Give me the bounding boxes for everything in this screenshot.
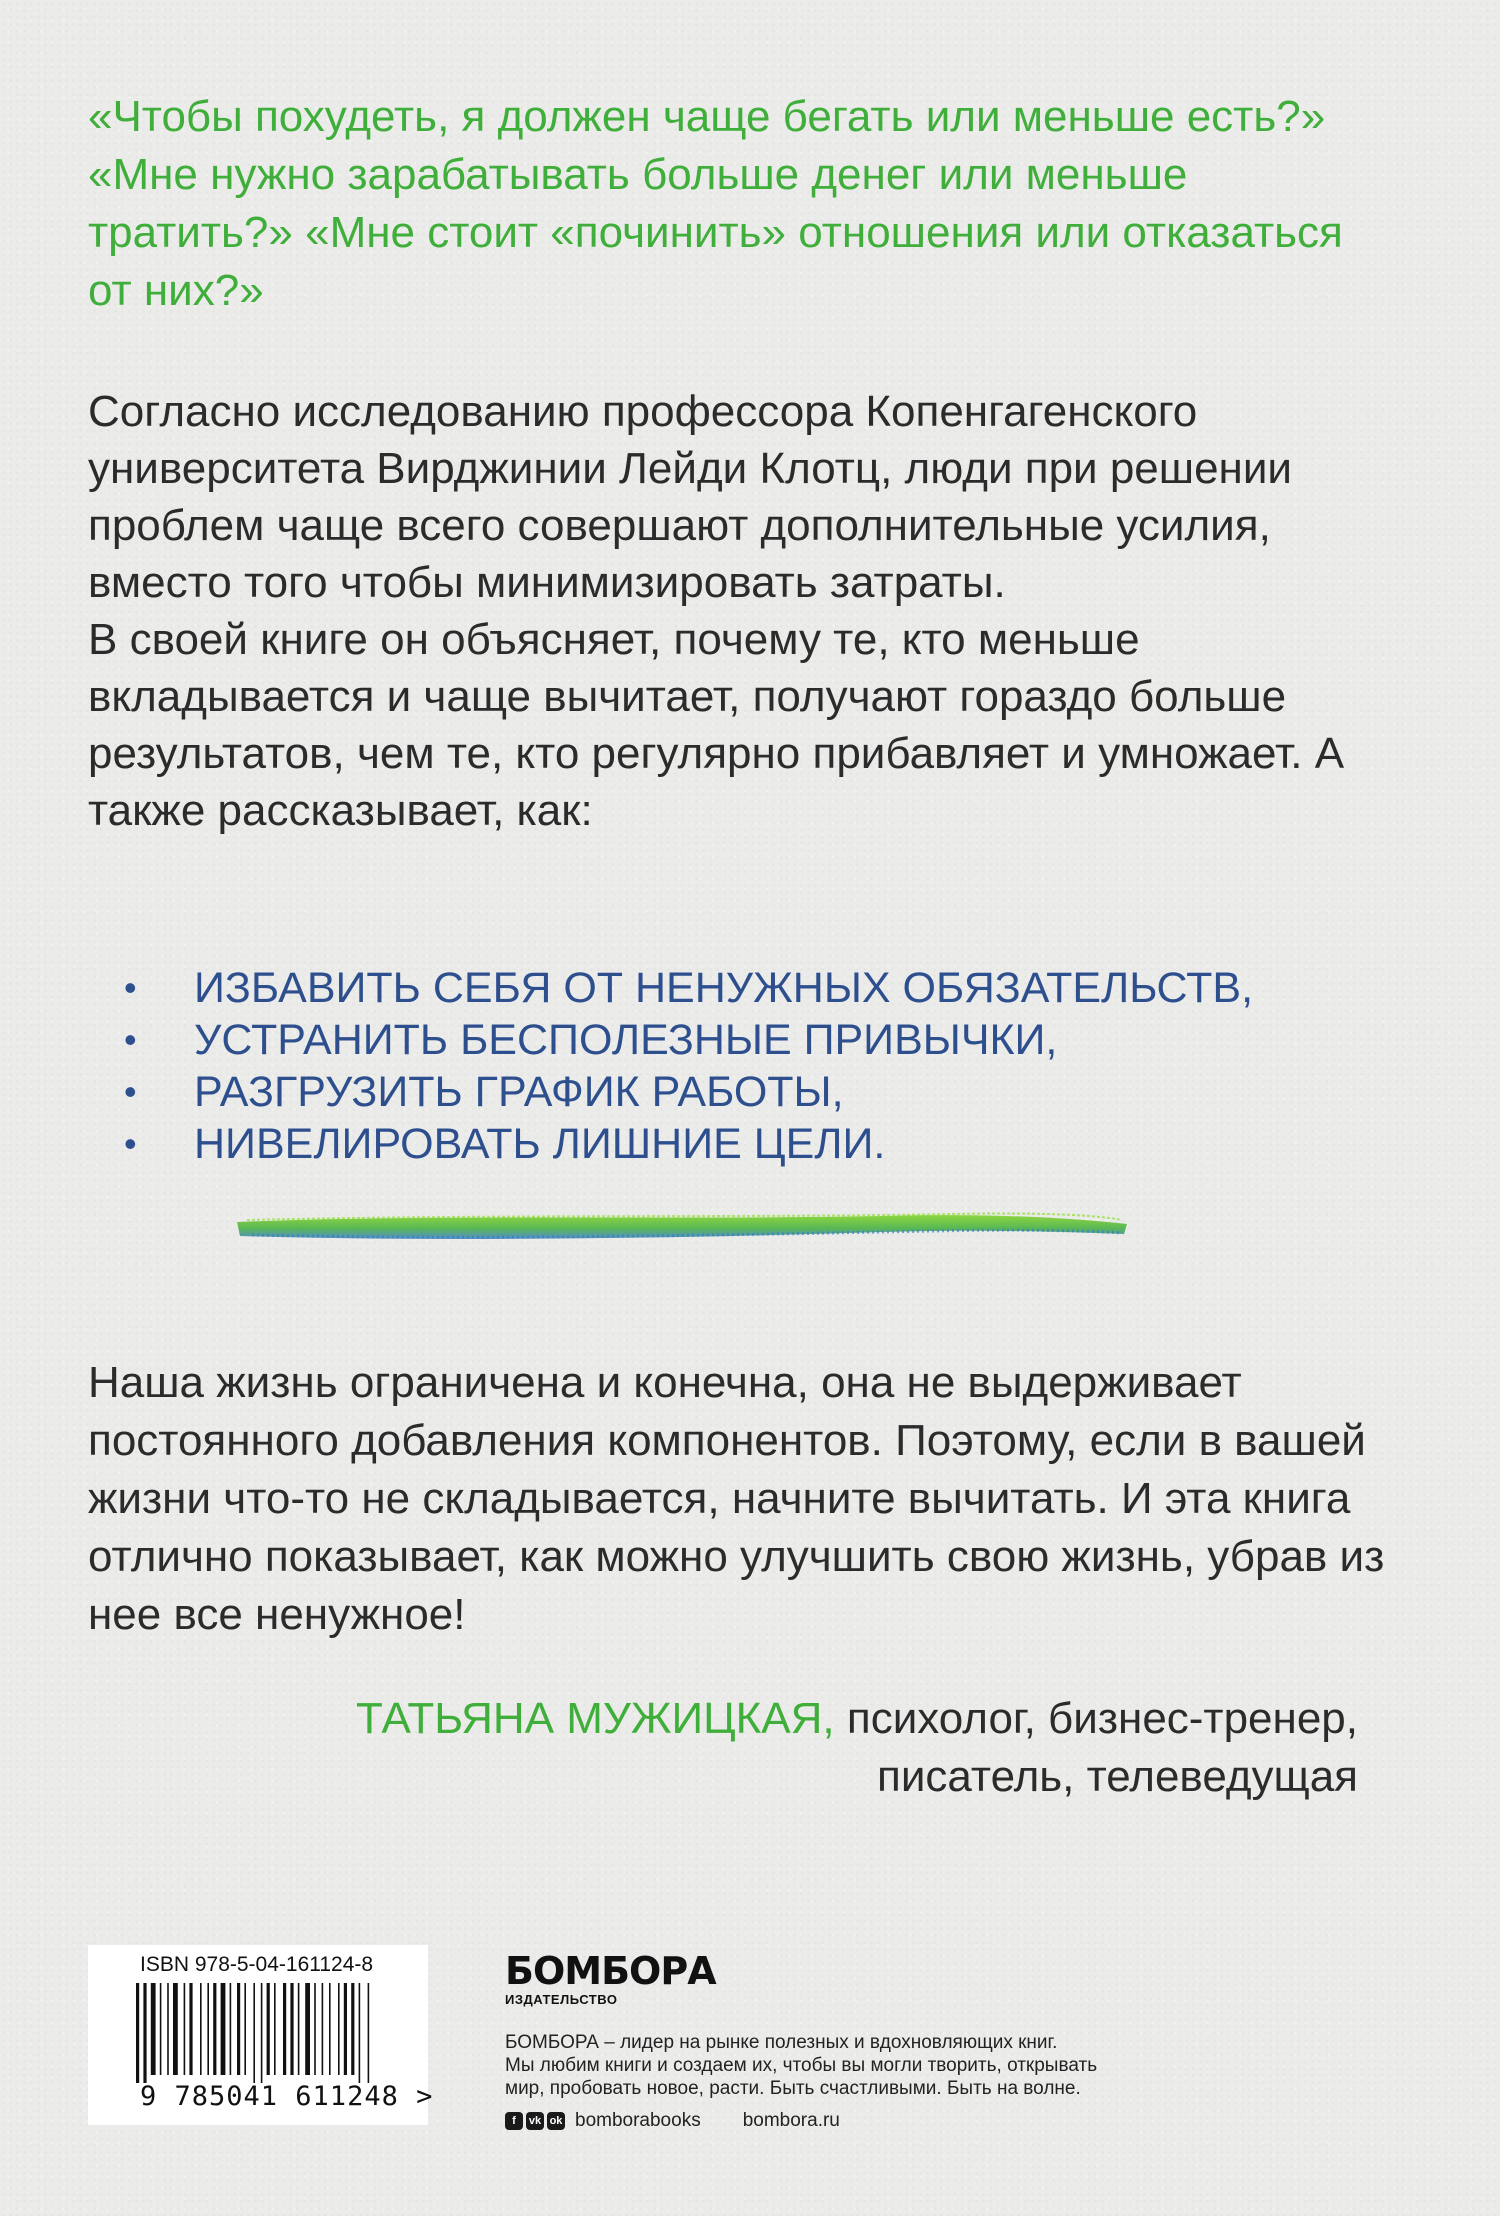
barcode-bar bbox=[189, 1983, 192, 2075]
barcode-bar bbox=[184, 1983, 186, 2075]
barcode-bar bbox=[329, 1983, 331, 2075]
bullet-icon: • bbox=[124, 967, 137, 1008]
social-icons bbox=[505, 2112, 565, 2130]
list-item: • ИЗБАВИТЬ СЕБЯ ОТ НЕНУЖНЫХ ОБЯЗАТЕЛЬСТВ, bbox=[124, 964, 1254, 1012]
description-paragraph-1: Согласно исследованию профессора Копенгагенского университета Вирджинии Лейди Клотц, люди при решении проблем чаще всего совершают дополнительные усилия, вместо того чтобы минимизировать затраты. bbox=[88, 387, 1293, 607]
author-roles: психолог, бизнес-тренер, bbox=[834, 1694, 1358, 1743]
barcode-bar bbox=[143, 1983, 146, 2083]
barcode-bar bbox=[338, 1983, 340, 2075]
author-attribution bbox=[58, 1690, 1358, 1806]
intro-quote: «Чтобы похудеть, я должен чаще бегать или меньше есть?» «Мне нужно зарабатывать больше денег или меньше тратить?» «Мне стоит «починить» отношения или отказаться от них?» bbox=[88, 92, 1343, 315]
barcode-bar bbox=[274, 1983, 276, 2075]
barcode-bar bbox=[261, 1983, 263, 2083]
barcode-bar bbox=[267, 1983, 270, 2075]
crayon-stroke-divider bbox=[232, 1202, 1132, 1262]
publisher-subtitle: ИЗДАТЕЛЬСТВО bbox=[505, 1992, 618, 2007]
barcode-bar bbox=[283, 1983, 286, 2075]
barcode-bar bbox=[160, 1983, 162, 2075]
odnoklassniki-icon[interactable]: ok bbox=[547, 2112, 565, 2130]
publisher-block bbox=[505, 1950, 1205, 2132]
barcode-bar bbox=[237, 1983, 240, 2075]
social-handle[interactable]: bomborabooks bbox=[575, 2110, 701, 2131]
description bbox=[88, 383, 1408, 839]
description-paragraph-2: В своей книге он объясняет, почему те, кто меньше вкладывается и чаще вычитает, получают гораздо больше результатов, чем те, кто регулярно прибавляет и умножает. А также рассказывает, как: bbox=[88, 615, 1345, 835]
barcode-bar bbox=[344, 1983, 347, 2075]
closing-paragraph: Наша жизнь ограничена и конечна, она не выдерживает постоянного добавления компонентов. Поэтому, если в вашей жизни что-то не складывается, начните вычитать. И эта книга отлично показывает, как можно улучшить свою жизнь, убрав из нее все ненужное! bbox=[88, 1358, 1385, 1639]
publisher-logo: БОМБОРА bbox=[505, 1949, 716, 1993]
barcode-bar bbox=[167, 1983, 169, 2075]
website-link[interactable]: bombora.ru bbox=[742, 2110, 840, 2131]
barcode-bar bbox=[151, 1983, 156, 2075]
publisher-description: БОМБОРА – лидер на рынке полезных и вдохновляющих книг. Мы любим книги и создаем их, чтобы вы могли творить, открывать мир, пробовать новое, расти. Быть счастливыми. Быть на волне. bbox=[505, 2032, 1098, 2099]
barcode-bar bbox=[322, 1983, 324, 2075]
barcode-bar bbox=[253, 1983, 255, 2083]
isbn-label: ISBN 978-5-04-161124-8 bbox=[140, 1953, 374, 1976]
barcode-icon bbox=[132, 1983, 412, 2083]
list-item: • РАЗГРУЗИТЬ ГРАФИК РАБОТЫ, bbox=[124, 1068, 844, 1116]
publisher-links bbox=[505, 2110, 1205, 2132]
list-item: • НИВЕЛИРОВАТЬ ЛИШНИЕ ЦЕЛИ. bbox=[124, 1120, 886, 1168]
barcode-bar bbox=[244, 1983, 246, 2075]
barcode-panel bbox=[88, 1945, 434, 2125]
author-roles-continued: писатель, телеведущая bbox=[877, 1752, 1358, 1801]
barcode-bar bbox=[173, 1983, 178, 2075]
barcode-bar bbox=[200, 1983, 202, 2075]
barcode-bar bbox=[230, 1983, 232, 2075]
barcode-digits: 9 785041 611248 > bbox=[140, 2081, 434, 2112]
barcode-bar bbox=[359, 1983, 361, 2083]
barcode-bar bbox=[368, 1983, 370, 2083]
facebook-icon[interactable]: f bbox=[505, 2112, 523, 2130]
author-name: ТАТЬЯНА МУЖИЦКАЯ, bbox=[356, 1694, 835, 1743]
barcode-bar bbox=[136, 1983, 139, 2083]
barcode-bar bbox=[290, 1983, 293, 2075]
barcode-bar bbox=[314, 1983, 316, 2075]
bullet-icon: • bbox=[124, 1123, 137, 1164]
barcode-bar bbox=[207, 1983, 209, 2075]
bullet-icon: • bbox=[124, 1071, 137, 1112]
barcode-bar bbox=[213, 1983, 216, 2075]
barcode-bar bbox=[221, 1983, 226, 2075]
benefit-list bbox=[124, 962, 1253, 1170]
vk-icon[interactable]: vk bbox=[526, 2112, 544, 2130]
barcode-bar bbox=[351, 1983, 354, 2075]
barcode-bar bbox=[305, 1983, 310, 2075]
bullet-icon: • bbox=[124, 1019, 137, 1060]
list-item: • УСТРАНИТЬ БЕСПОЛЕЗНЫЕ ПРИВЫЧКИ, bbox=[124, 1016, 1058, 1064]
barcode-bar bbox=[298, 1983, 300, 2075]
